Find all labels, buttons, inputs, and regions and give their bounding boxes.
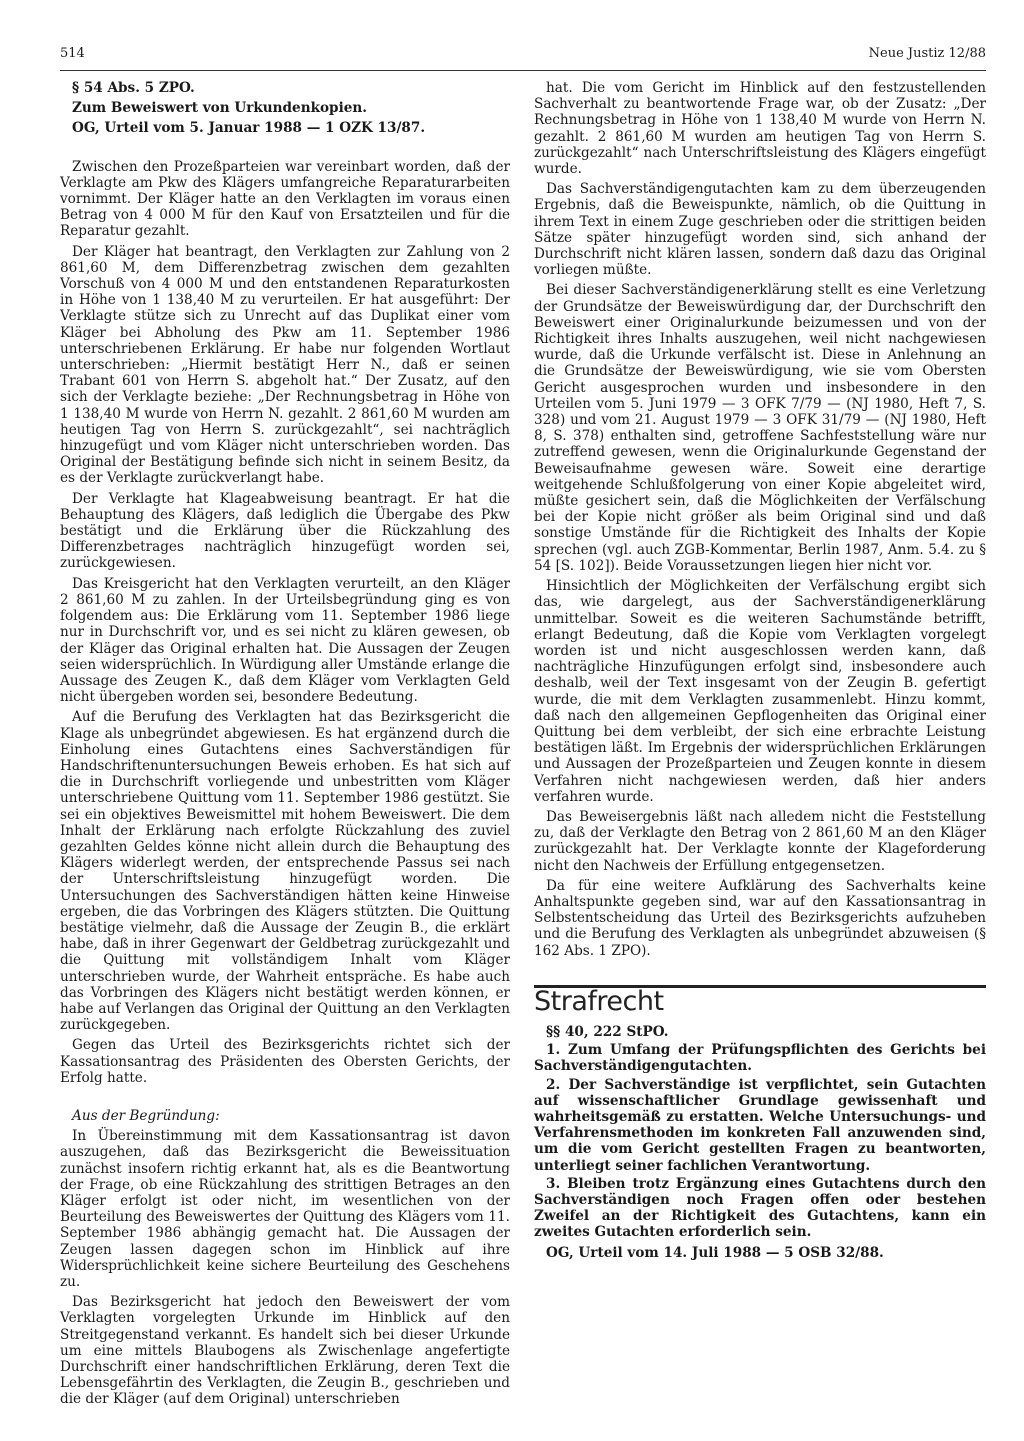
paragraph: Das Bezirksgericht hat jedoch den Beweiswert der vom Verklagten vorgelegten Urkunde im Hinblick auf den Streitgegenstand verkannt. Es handelt sich bei dieser Urkunde um eine mittels Blaubogens als Zwischenlage angefertigte Durchschrift einer handschriftlichen Erklärung, deren Text die Lebensgefährtin des Verklagten, die Zeugin B., geschrieben und die der Kläger (auf dem Original) unterschrieben <box>60 1294 510 1408</box>
paragraph: Der Verklagte hat Klageabweisung beantragt. Er hat die Behauptung des Klägers, daß lediglich die Übergabe des Pkw bestätigt und die Erklärung über die Rückzahlung des Differenzbetrages nachträglich hinzugefügt worden sei, zurückgewiesen. <box>60 490 510 572</box>
case-topic: Zum Beweiswert von Urkundenkopien. <box>72 100 367 117</box>
section-title: Strafrecht <box>534 985 664 1017</box>
paragraph: Bei dieser Sachverständigenerklärung stellt es eine Verletzung der Grundsätze der Beweiswürdigung dar, der Durchschrift den Beweiswert einer Originalurkunde beizumessen und von der Richtigkeit ihres Inhalts auszugehen, weil nicht nachgewiesen wurde, daß die Urkunde verfälscht ist. Diese in Anlehnung an die Grundsätze der Beweiswürdigung, wie sie vom Obersten Gericht ausgesprochen wurden und insbesondere in den Urteilen vom 5. Juni 1979 — 3 OFK 7/79 — (NJ 1980, Heft 7, S. 328) und vom 21. August 1979 — 3 OFK 31/79 — (NJ 1980, Heft 8, S. 378) enthalten sind, getroffene Sachfeststellung wäre nur zutreffend gewesen, wenn die Originalurkunde Gegenstand der Beweisaufnahme gewesen wäre. Soweit eine derartige weitgehende Schlußfolgerung von einer Kopie abgeleitet wird, müßte gesichert sein, daß die Möglichkeiten der Verfälschung bei der Kopie nicht größer als beim Original sind und daß sonstige Umstände für die Richtigkeit des Inhalts der Kopie sprechen (vgl. auch ZGB-Kommentar, Berlin 1987, Anm. 5.4. zu § 54 [S. 102]). Beide Voraussetzungen liegen hier nicht vor. <box>534 282 986 574</box>
case-heading <box>60 80 510 137</box>
leitsatz: 2. Der Sachverständige ist verpflichtet, sein Gutachten auf wissenschaftlicher Grundlage gewissenhaft und wahrheitsgemäß zu erstatten. Welche Untersuchungs- und Verfahrensmethoden im konkreten Fall anzuwenden sind, um die vom Gericht gestellten Fragen zu beantworten, unterliegt seiner fachlichen Verantwortung. <box>534 1076 986 1174</box>
paragraph: Hinsichtlich der Möglichkeiten der Verfälschung ergibt sich das, wie dargelegt, aus der Sachverständigenerklärung unmittelbar. Soweit es die weiteren Sachumstände betrifft, erlangt Bedeutung, daß die Kopie vom Verklagten vorgelegt worden ist und nicht ausgeschlossen werden kann, daß nachträgliche Hinzufügungen erfolgt sind, insbesondere auch deshalb, weil der Text insgesamt von der Zeugin B. gefertigt wurde, die mit dem Verklagten zusammenlebt. Hinzu kommt, daß nach den allgemeinen Gepflogenheiten das Original einer Quittung bei dem verbleibt, der sich eine erbrachte Leistung bestätigen läßt. Im Ergebnis der widersprüchlichen Erklärungen und Aussagen der Prozeßparteien und Zeugen konnte in diesem Verfahren nicht nachgewiesen werden, daß hier anders verfahren wurde. <box>534 578 986 805</box>
paragraph: Das Sachverständigengutachten kam zu dem überzeugenden Ergebnis, daß die Beweispunkte, nämlich, ob die Quittung in ihrem Text in einem Zuge geschrieben oder die strittigen beiden Sätze später hinzugefügt worden sind, sich anhand der Durchschrift nicht klären lassen, sondern daß dazu das Original vorliegen müßte. <box>534 181 986 279</box>
section-lead: Aus der Begründung: <box>72 1107 220 1124</box>
paragraph: Gegen das Urteil des Bezirksgerichts richtet sich der Kassationsantrag des Präsidenten des Obersten Gerichts, der Erfolg hatte. <box>60 1037 510 1086</box>
left-column <box>60 80 510 1408</box>
paragraph: In Übereinstimmung mit dem Kassationsantrag ist davon auszugehen, daß das Bezirksgericht die Beweissituation zunächst insofern richtig erkannt hat, als es die Beantwortung der Frage, ob eine Rückzahlung des strittigen Betrages an den Kläger erfolgt ist oder nicht, im wesentlichen von der Beurteilung des Beweiswertes der Quittung des Klägers vom 11. September 1986 abhängig gemacht hat. Die Aussagen der Zeugen lassen dagegen schon im Hinblick auf ihre Widersprüchlichkeit keine sichere Beurteilung des Geschehens zu. <box>60 1128 510 1291</box>
paragraph: Der Kläger hat beantragt, den Verklagten zur Zahlung von 2 861,60 M, dem Differenzbetrag zwischen dem gezahlten Vorschuß von 4 000 M und den entstandenen Reparaturkosten in Höhe von 1 138,40 M zu verurteilen. Er hat ausgeführt: Der Verklagte stütze sich zu Unrecht auf das Duplikat einer vom Kläger bei Abholung des Pkw am 11. September 1986 unterschriebenen Erklärung. Er habe nur folgenden Wortlaut unterschrieben: „Hiermit bestätigt Herr N., daß er seinen Trabant 601 von Herrn S. abgeholt hat.“ Der Zusatz, auf den sich der Verklagte beziehe: „Der Rechnungsbetrag in Höhe von 1 138,40 M wurde von Herrn N. gezahlt. 2 861,60 M wurden am heutigen Tag von Herrn S. zurückgezahlt“, sei nachträglich hinzugefügt und vom Kläger nicht unterschrieben worden. Das Original der Bestätigung befinde sich nicht in seinem Besitz, da es der Verklagte zurückverlangt habe. <box>60 243 510 487</box>
case-norm: §§ 40, 222 StPO. <box>546 1023 669 1040</box>
page-number: 514 <box>60 46 85 61</box>
paragraph: Das Beweisergebnis läßt nach alledem nicht die Feststellung zu, daß der Verklagte den Betrag von 2 861,60 M an den Kläger zurückgezahlt hat. Der Verklagte konnte der Klageforderung nicht den Nachweis der Erfüllung entgegensetzen. <box>534 808 986 874</box>
header-rule <box>60 70 986 71</box>
case-norm: § 54 Abs. 5 ZPO. <box>72 80 195 96</box>
paragraph: Auf die Berufung des Verklagten hat das Bezirksgericht die Klage als unbegründet abgewiesen. Es hat ergänzend durch die Einholung eines Gutachtens eines Sachverständigen für Handschriftenuntersuchungen Beweis erhoben. Es hat sich auf die in Durchschrift vorliegende und unbestritten vom Kläger unterschriebene Quittung vom 11. September 1986 gestützt. Sie sei ein objektives Beweismittel mit hohem Beweiswert. Die dem Inhalt der Erklärung nach erfolgte Rückzahlung des zuviel gezahlten Geldes könne nicht allein durch die Behauptung des Klägers widerlegt werden, der entsprechende Passus sei nach der Unterschriftsleistung hinzugefügt worden. Die Untersuchungen des Sachverständigen hätten keine Hinweise ergeben, die das Vorbringen des Klägers stützten. Die Quittung bestätige vielmehr, daß die Aussage der Zeugin B., die erklärt habe, daß in ihrer Gegenwart der Geldbetrag zurückgezahlt und die Quittung mit vollständigem Inhalt vom Kläger unterschrieben wurde, der Wahrheit entspräche. Es habe auch das Vorbringen des Klägers nicht bestätigt werden können, er habe auf Verlangen das Original der Quittung an den Verklagten zurückgegeben. <box>60 709 510 1034</box>
page-header <box>60 46 986 68</box>
journal-issue: Neue Justiz 12/88 <box>868 46 986 61</box>
paragraph: Zwischen den Prozeßparteien war vereinbart worden, daß der Verklagte am Pkw des Klägers umfangreiche Reparaturarbeiten vornimmt. Der Kläger hatte an den Verklagten im voraus einen Betrag von 4 000 M für den Kauf von Ersatzteilen und für die Reparatur gezahlt. <box>60 158 510 240</box>
leitsatz: 3. Bleiben trotz Ergänzung eines Gutachtens durch den Sachverständigen noch Fragen offen oder bestehen Zweifel an der Richtigkeit des Gutachtens, kann ein zweites Gutachten erforderlich sein. <box>534 1175 986 1241</box>
section-gap <box>60 1086 510 1108</box>
case-reference: OG, Urteil vom 14. Juli 1988 — 5 OSB 32/88. <box>546 1244 884 1261</box>
case-reference: OG, Urteil vom 5. Januar 1988 — 1 OZK 13/87. <box>72 120 426 137</box>
paragraph: hat. Die vom Gericht im Hinblick auf den festzustellenden Sachverhalt zu beantwortende Frage war, ob der Zusatz: „Der Rechnungsbetrag in Höhe von 1 138,40 M wurde von Herrn N. gezahlt. 2 861,60 M wurden am heutigen Tag von Herrn S. zurückgezahlt“ nach Unterschriftsleistung des Klägers eingefügt wurde. <box>534 80 986 178</box>
paragraph: Das Kreisgericht hat den Verklagten verurteilt, an den Kläger 2 861,60 M zu zahlen. In der Urteilsbegründung ging es von folgendem aus: Die Erklärung vom 11. September 1986 liege nur in Durchschrift vor, und es sei nicht zu klären gewesen, ob der Kläger das Original erhalten hat. Die Aussagen der Zeugen seien widersprüchlich. In Würdigung aller Umstände erlange die Aussage des Zeugen K., daß dem Kläger vom Verklagten Geld nicht übergeben worden sei, besondere Bedeutung. <box>60 575 510 706</box>
paragraph: Da für eine weitere Aufklärung des Sachverhalts keine Anhaltspunkte gegeben sind, war auf den Kassationsantrag in Selbstentscheidung das Urteil des Bezirksgerichts aufzuheben und die Berufung des Verklagten als unbegründet abzuweisen (§ 162 Abs. 1 ZPO). <box>534 877 986 959</box>
right-column <box>534 80 986 1261</box>
leitsatz: 1. Zum Umfang der Prüfungspflichten des Gerichts bei Sachverständigengutachten. <box>534 1042 986 1075</box>
